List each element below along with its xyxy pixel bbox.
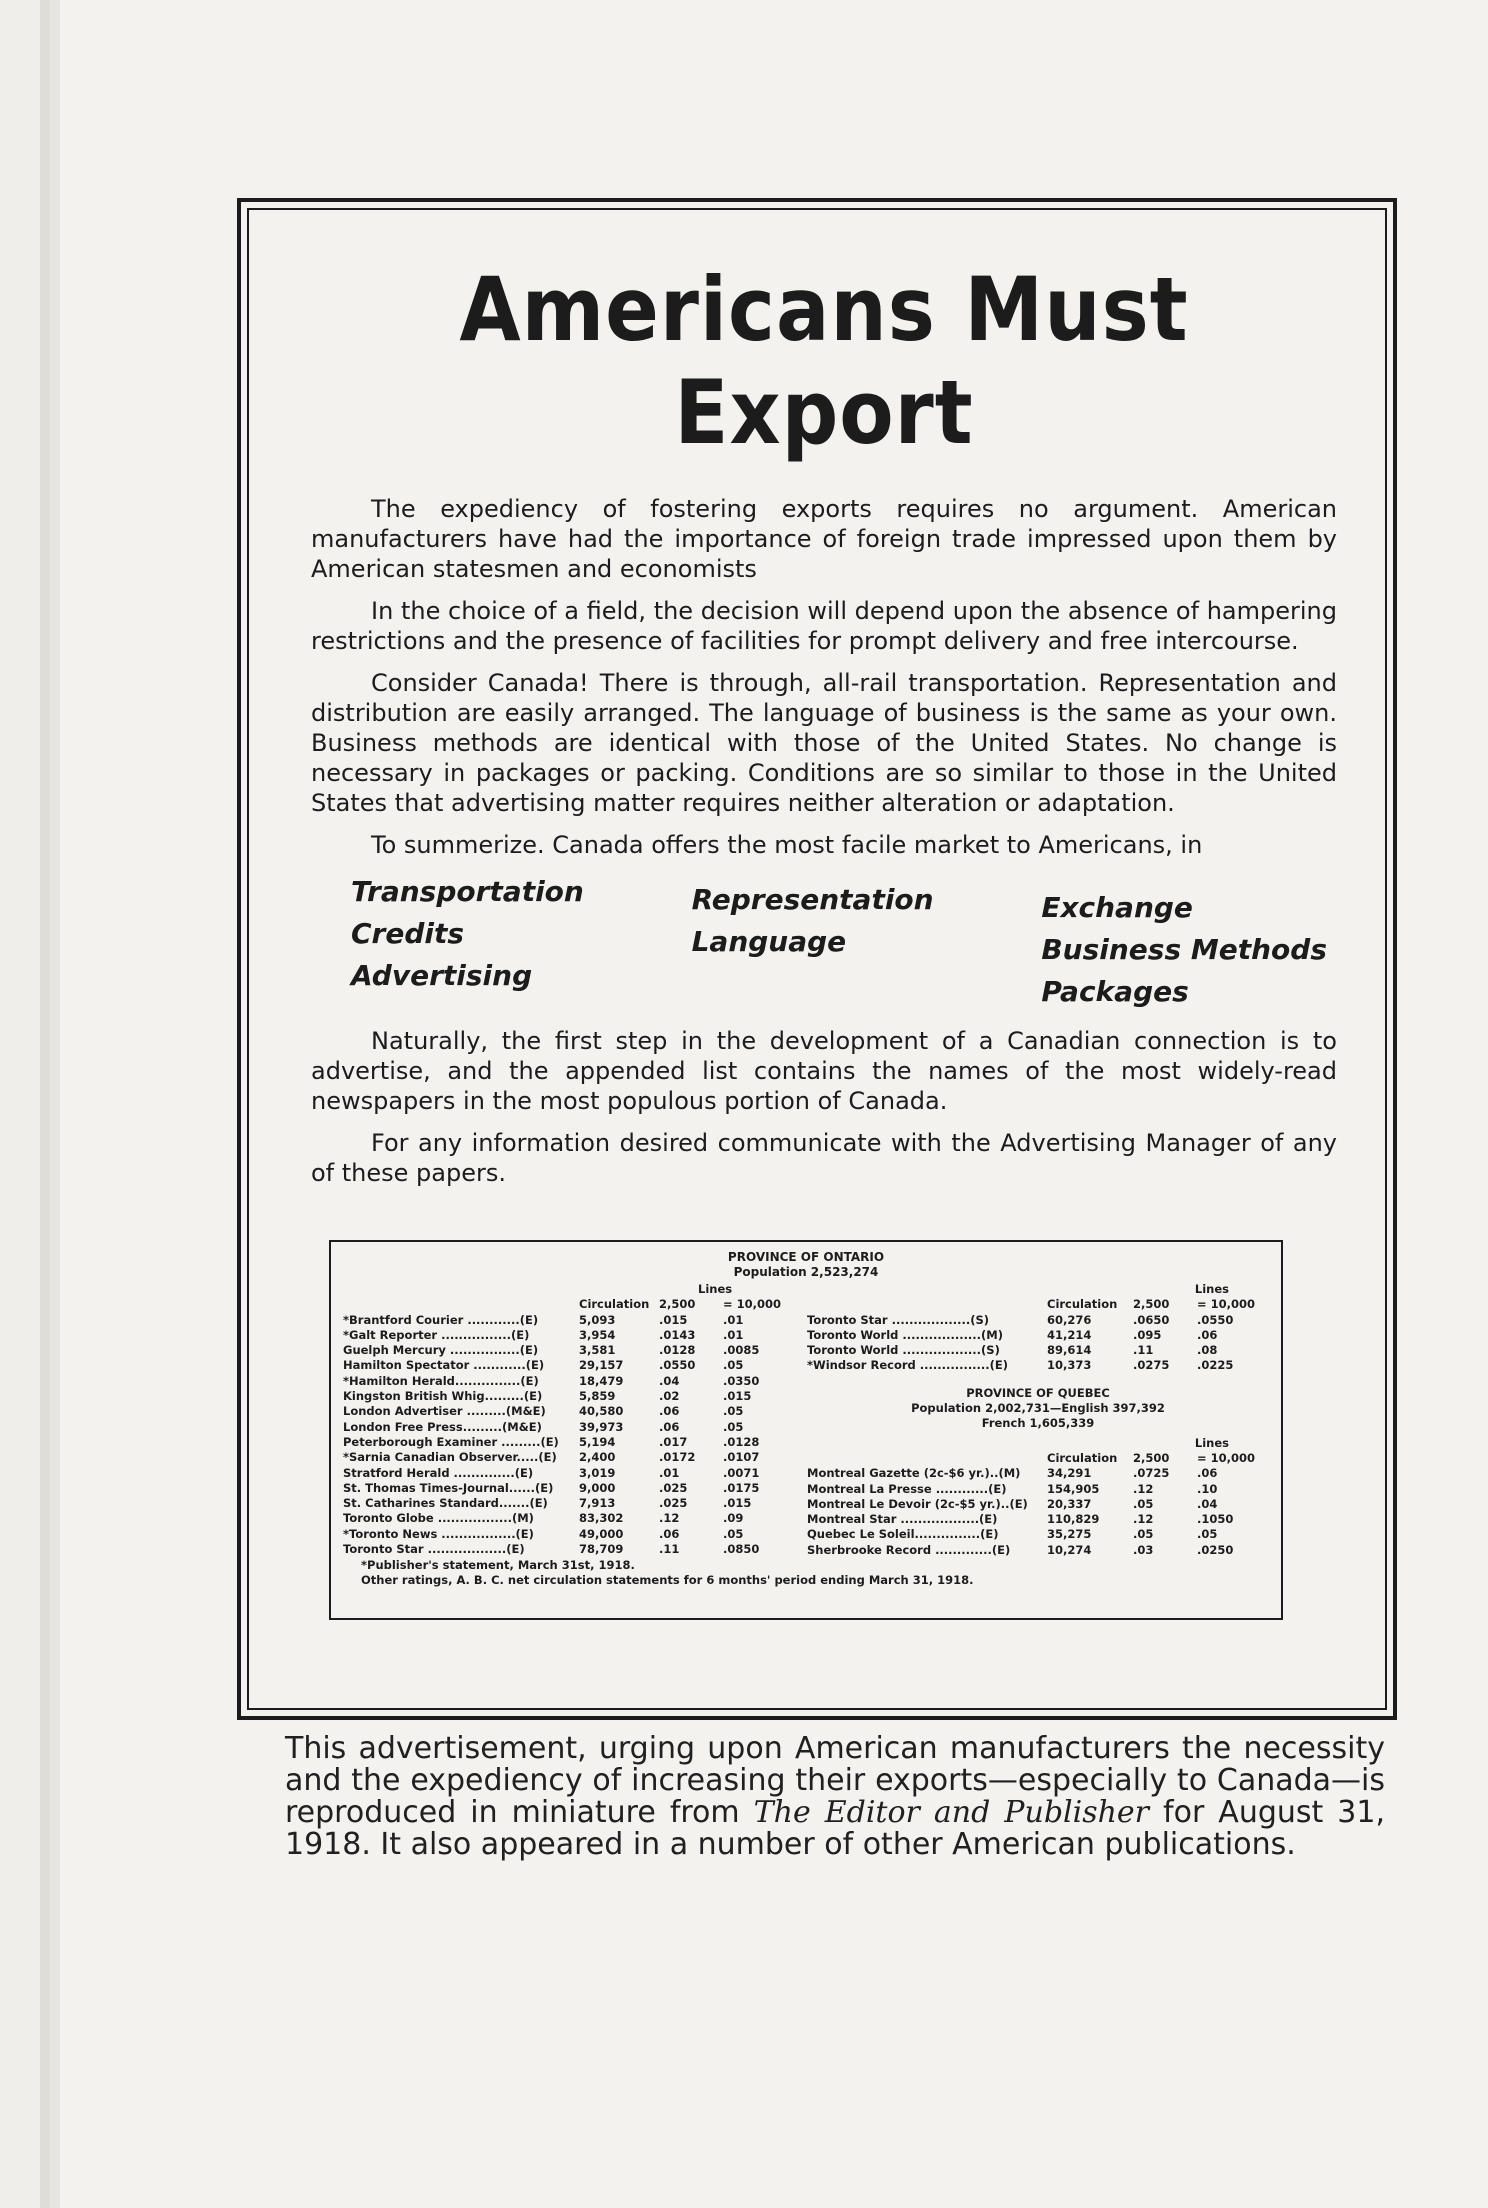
lines-label: Lines [1194, 1435, 1229, 1450]
headline: Americans Must Export [459, 258, 1189, 464]
table-cell: .0550 [659, 1358, 696, 1373]
column-header: = [723, 1297, 733, 1312]
table-cell: .0107 [723, 1450, 760, 1465]
table-row [807, 1328, 1269, 1343]
table-cell: .025 [659, 1480, 688, 1495]
table-row [807, 1466, 1269, 1481]
quebec-population: Population 2,002,731—English 397,392 [911, 1401, 1165, 1416]
benefit-item: Advertising [351, 959, 533, 992]
table-cell: .06 [659, 1404, 680, 1419]
table-cell: .05 [1133, 1527, 1154, 1542]
table-cell: .1050 [1197, 1512, 1234, 1527]
lines-label: Lines [1194, 1282, 1229, 1296]
column-header: Circulation [1047, 1297, 1118, 1312]
table-cell: .01 [659, 1465, 680, 1480]
benefits-column [692, 882, 934, 1010]
table-cell: .12 [1133, 1481, 1154, 1496]
table-header [807, 1451, 1269, 1466]
footnote: *Publisher's statement, March 31st, 1918. [361, 1558, 635, 1573]
table-cell: 35,275 [1047, 1527, 1092, 1542]
table-row [343, 1542, 789, 1557]
table-cell: 78,709 [579, 1542, 624, 1557]
table-cell: Toronto Globe .................(M) [343, 1511, 534, 1526]
table-row [343, 1404, 789, 1419]
table-cell: 3,581 [579, 1343, 616, 1358]
table-cell: .01 [723, 1327, 744, 1342]
table-cell: Quebec Le Soleil...............(E) [807, 1527, 999, 1542]
table-row [807, 1482, 1269, 1497]
table-row [343, 1313, 789, 1328]
table-row [343, 1496, 789, 1511]
table-cell: 18,479 [579, 1373, 624, 1388]
table-cell: *Hamilton Herald...............(E) [343, 1373, 539, 1388]
table-cell: Sherbrooke Record .............(E) [807, 1542, 1011, 1557]
table-cell: .015 [723, 1389, 752, 1404]
table-cell: London Free Press.........(M&E) [343, 1419, 542, 1434]
table-row [343, 1511, 789, 1526]
table-row [807, 1343, 1269, 1358]
table-cell: .0550 [1197, 1312, 1234, 1327]
table-cell: .05 [723, 1358, 744, 1373]
table-cell: .0085 [723, 1343, 760, 1358]
table-cell: Toronto Star ..................(E) [343, 1542, 525, 1557]
column-header: = [1197, 1450, 1207, 1465]
table-row [343, 1450, 789, 1465]
column-header: 10,000 [1210, 1297, 1256, 1312]
table-row [343, 1527, 789, 1542]
paragraph: Naturally, the first step in the development of a Canadian connection is to advertise, and the appended list contains the names of the most widely-read newspapers in the most populous portion of Canada. [311, 1027, 1337, 1115]
table-cell: .06 [1197, 1466, 1218, 1481]
table-cell: 40,580 [579, 1404, 624, 1419]
table-cell: St. Catharines Standard.......(E) [343, 1496, 548, 1511]
table-row [807, 1512, 1269, 1527]
table-cell: 29,157 [579, 1358, 624, 1373]
advertisement [247, 208, 1387, 1710]
paragraph: In the choice of a field, the decision will depend upon the absence of hampering restrictions and the presence of facilities for prompt delivery and free intercourse. [311, 597, 1337, 655]
quebec-french: French 1,605,339 [981, 1416, 1095, 1431]
table-cell: .05 [1197, 1527, 1218, 1542]
table-row [343, 1420, 789, 1435]
paragraph: To summerize. Canada offers the most facile market to Americans, in [371, 831, 1203, 859]
table-cell: London Advertiser .........(M&E) [343, 1404, 546, 1419]
table-cell: .09 [723, 1511, 744, 1526]
benefit-item: Language [691, 925, 847, 958]
table-cell: 10,274 [1047, 1542, 1092, 1557]
ontario-title: PROVINCE OF ONTARIO [727, 1250, 885, 1264]
table-cell: Toronto Star ..................(S) [807, 1312, 990, 1327]
table-row [807, 1497, 1269, 1512]
table-cell: .06 [659, 1419, 680, 1434]
table-row [807, 1313, 1269, 1328]
column-header: Circulation [579, 1297, 650, 1312]
ontario-right-column [807, 1282, 1269, 1558]
table-cell: .05 [723, 1404, 744, 1419]
table-cell: 154,905 [1047, 1481, 1100, 1496]
table-row [807, 1527, 1269, 1542]
table-cell: .02 [659, 1389, 680, 1404]
table-cell: .0725 [1133, 1466, 1170, 1481]
table-cell: .0275 [1133, 1358, 1170, 1373]
benefits-column [1041, 890, 1327, 1010]
table-cell: .05 [723, 1419, 744, 1434]
table-row [343, 1358, 789, 1373]
table-row [343, 1466, 789, 1481]
table-cell: .04 [659, 1373, 680, 1388]
table-cell: .015 [723, 1496, 752, 1511]
quebec-heading [807, 1386, 1269, 1432]
table-cell: 5,859 [579, 1389, 616, 1404]
column-header: Circulation [1047, 1450, 1118, 1465]
table-cell: .06 [1197, 1327, 1218, 1342]
table-cell: .04 [1197, 1496, 1218, 1511]
table-cell: .08 [1197, 1343, 1218, 1358]
table-cell: Stratford Herald ..............(E) [343, 1465, 534, 1480]
table-cell: 39,973 [579, 1419, 624, 1434]
table-cell: .03 [1133, 1542, 1154, 1557]
table-cell: .12 [659, 1511, 680, 1526]
paragraph: Consider Canada! There is through, all-rail transportation. Representation and distribution are easily arranged. The language of business is the same as your own. Business methods are identical with those of the United States. No change is necessary in packages or packing. Conditions are so similar to those in the United States that advertising matter requires neither alteration or adaptation. [311, 669, 1337, 817]
table-cell: Guelph Mercury ................(E) [343, 1343, 539, 1358]
table-row [807, 1543, 1269, 1558]
newspaper-rate-table [329, 1240, 1283, 1620]
table-cell: *Toronto News .................(E) [343, 1526, 534, 1541]
caption [285, 1733, 1385, 1861]
table-cell: Hamilton Spectator ............(E) [343, 1358, 545, 1373]
table-cell: *Sarnia Canadian Observer.....(E) [343, 1450, 557, 1465]
table-cell: .0128 [659, 1343, 696, 1358]
table-cell: .0071 [723, 1465, 760, 1480]
table-cell: Montreal Star ..................(E) [807, 1512, 998, 1527]
table-cell: .0350 [723, 1373, 760, 1388]
table-cell: 7,913 [579, 1496, 616, 1511]
table-cell: 41,214 [1047, 1327, 1092, 1342]
table-cell: 89,614 [1047, 1343, 1092, 1358]
footnote: Other ratings, A. B. C. net circulation statements for 6 months' period ending March 31, 1918. [361, 1573, 974, 1588]
table-cell: .12 [1133, 1512, 1154, 1527]
lines-label: Lines [698, 1282, 733, 1296]
table-cell: .05 [723, 1526, 744, 1541]
table-cell: .0850 [723, 1542, 760, 1557]
ontario-population: Population 2,523,274 [733, 1265, 879, 1279]
benefits-list [311, 874, 1337, 1010]
table-cell: 20,337 [1047, 1496, 1092, 1511]
table-cell: 9,000 [579, 1480, 616, 1495]
benefit-item: Transportation [351, 875, 584, 908]
column-header: 2,500 [1133, 1450, 1170, 1465]
table-cell: .11 [659, 1542, 680, 1557]
table-row [343, 1435, 789, 1450]
table-cell: 5,194 [579, 1434, 616, 1449]
table-cell: .015 [659, 1312, 688, 1327]
table-cell: 3,954 [579, 1327, 616, 1342]
table-cell: Peterborough Examiner .........(E) [343, 1434, 559, 1449]
table-header [343, 1297, 789, 1312]
table-cell: .01 [723, 1312, 744, 1327]
advertisement-frame [237, 198, 1397, 1720]
table-cell: 83,302 [579, 1511, 624, 1526]
column-header: 10,000 [1210, 1450, 1256, 1465]
column-header: 2,500 [1133, 1297, 1170, 1312]
table-cell: 49,000 [579, 1526, 624, 1541]
table-cell: .095 [1133, 1327, 1162, 1342]
table-cell: 2,400 [579, 1450, 616, 1465]
table-cell: Montreal Le Devoir (2c-$5 yr.)..(E) [807, 1496, 1028, 1511]
table-row [343, 1328, 789, 1343]
table-cell: 110,829 [1047, 1512, 1100, 1527]
benefit-item: Exchange [1041, 891, 1193, 924]
benefits-column [351, 874, 584, 1010]
table-cell: .0650 [1133, 1312, 1170, 1327]
paragraph: The expediency of fostering exports requires no argument. American manufacturers have had the importance of foreign trade impressed upon them by American statesmen and economists [311, 495, 1337, 583]
table-cell: Toronto World ..................(M) [807, 1327, 1003, 1342]
benefit-item: Representation [691, 883, 934, 916]
table-cell: 10,373 [1047, 1358, 1092, 1373]
table-cell: St. Thomas Times-Journal......(E) [343, 1480, 554, 1495]
table-row [343, 1481, 789, 1496]
benefit-item: Business Methods [1041, 933, 1327, 966]
table-cell: .0143 [659, 1327, 696, 1342]
table-cell: .10 [1197, 1481, 1218, 1496]
paragraph: For any information desired communicate with the Advertising Manager of any of these papers. [311, 1129, 1337, 1187]
table-cell: Toronto World ..................(S) [807, 1343, 1000, 1358]
table-cell: 60,276 [1047, 1312, 1092, 1327]
table-cell: *Windsor Record ................(E) [807, 1358, 1009, 1373]
column-header: = [1197, 1297, 1207, 1312]
table-cell: .017 [659, 1434, 688, 1449]
table-cell: 3,019 [579, 1465, 616, 1480]
caption-text: for August 31, 1918. It also appeared in a number of other American publications. [285, 1795, 1385, 1862]
table-cell: Kingston British Whig.........(E) [343, 1389, 543, 1404]
column-header: 2,500 [659, 1297, 696, 1312]
quebec-title: PROVINCE OF QUEBEC [966, 1385, 1110, 1400]
table-cell: .0225 [1197, 1358, 1234, 1373]
table-cell: .06 [659, 1526, 680, 1541]
table-row [343, 1343, 789, 1358]
table-cell: Montreal La Presse ............(E) [807, 1481, 1007, 1496]
caption-text: This advertisement, urging upon American manufacturers the necessity and the expediency of increasing their exports—especially to Canada—is reproduced in miniature from [285, 1731, 1385, 1830]
table-cell: .0175 [723, 1480, 760, 1495]
benefit-item: Packages [1041, 975, 1189, 1008]
table-cell: .025 [659, 1496, 688, 1511]
table-cell: .05 [1133, 1496, 1154, 1511]
table-cell: .0128 [723, 1434, 760, 1449]
table-cell: .0250 [1197, 1542, 1234, 1557]
table-row [343, 1389, 789, 1404]
ontario-left-column [343, 1282, 789, 1558]
table-cell: *Brantford Courier ............(E) [343, 1312, 539, 1327]
table-row [807, 1358, 1269, 1373]
table-cell: 34,291 [1047, 1466, 1092, 1481]
column-header: 10,000 [736, 1297, 782, 1312]
table-header [807, 1297, 1269, 1312]
table-cell: .0172 [659, 1450, 696, 1465]
table-cell: 5,093 [579, 1312, 616, 1327]
table-cell: *Galt Reporter ................(E) [343, 1327, 530, 1342]
table-cell: Montreal Gazette (2c-$6 yr.)..(M) [807, 1466, 1021, 1481]
benefit-item: Credits [351, 917, 465, 950]
table-cell: .11 [1133, 1343, 1154, 1358]
table-row [343, 1374, 789, 1389]
publication-title: The Editor and Publisher [753, 1795, 1150, 1830]
page [60, 0, 1488, 2208]
